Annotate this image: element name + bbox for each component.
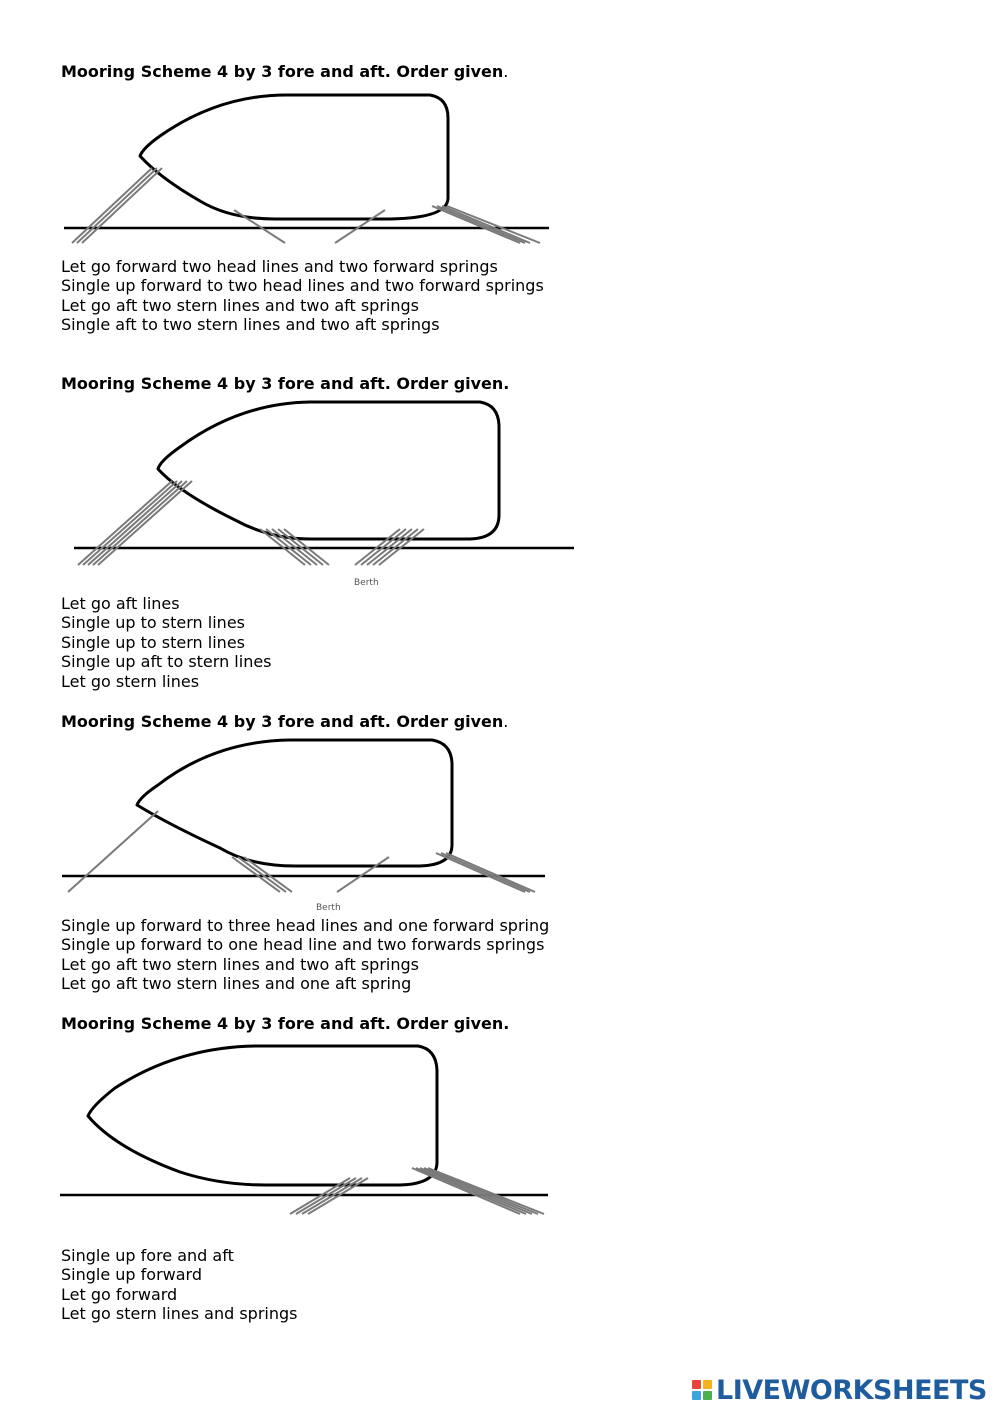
section-2-title: Mooring Scheme 4 by 3 fore and aft. Order given. [61,374,510,393]
mooring-lines [78,481,424,565]
section-1-mooring-diagram [0,88,600,258]
mooring-lines [68,811,535,892]
ship-hull [88,1046,437,1185]
section-4-title: Mooring Scheme 4 by 3 fore and aft. Order given. [61,1014,510,1033]
section-3-options [61,916,549,994]
section-2-options [61,594,272,691]
logo-square [703,1391,712,1400]
logo-square [692,1391,701,1400]
option[interactable]: Let go aft two stern lines and one aft spring [61,974,412,994]
ship-hull [137,740,452,866]
liveworksheets-logo [692,1374,987,1406]
option[interactable]: Let go forward two head lines and two forward springs [61,257,498,276]
section-3-mooring-diagram [0,735,600,915]
option[interactable]: Let go aft two stern lines and two aft springs [61,295,419,315]
logo-text: LIVEWORKSHEETS [716,1374,987,1406]
logo-square [692,1380,701,1389]
liveworksheets-logo-icon [692,1380,712,1400]
option[interactable]: Single up forward [61,1265,202,1285]
berth-label: Berth [354,578,379,588]
berth-label: Berth [316,903,341,913]
section-2-mooring-diagram [0,395,600,590]
option[interactable]: Single up fore and aft [61,1246,234,1265]
mooring-lines [72,168,540,243]
logo-square [703,1380,712,1389]
option[interactable]: Single up forward to three head lines and one forward spring [61,916,550,935]
option[interactable]: Single aft to two stern lines and two aft springs [61,315,440,335]
mooring-lines [290,1168,544,1214]
option[interactable]: Let go forward [61,1284,178,1304]
section-3-title: Mooring Scheme 4 by 3 fore and aft. Order given. [61,712,509,731]
option[interactable]: Let go stern lines and springs [61,1304,298,1324]
section-1-title: Mooring Scheme 4 by 3 fore and aft. Order given. [61,62,509,81]
option[interactable]: Let go aft lines [61,594,180,613]
option[interactable]: Single up forward to two head lines and two forward springs [61,276,544,296]
option[interactable]: Single up to stern lines [61,632,245,652]
section-4-options [61,1246,297,1324]
option[interactable]: Let go aft two stern lines and two aft springs [61,954,419,974]
option[interactable]: Single up aft to stern lines [61,652,272,672]
ship-hull [158,402,499,539]
option[interactable]: Single up forward to one head line and two forwards springs [61,935,545,955]
ship-hull [140,95,448,219]
section-1-options [61,257,544,335]
option[interactable]: Single up to stern lines [61,613,245,633]
section-4-mooring-diagram [0,1040,600,1220]
option[interactable]: Let go stern lines [61,671,200,691]
